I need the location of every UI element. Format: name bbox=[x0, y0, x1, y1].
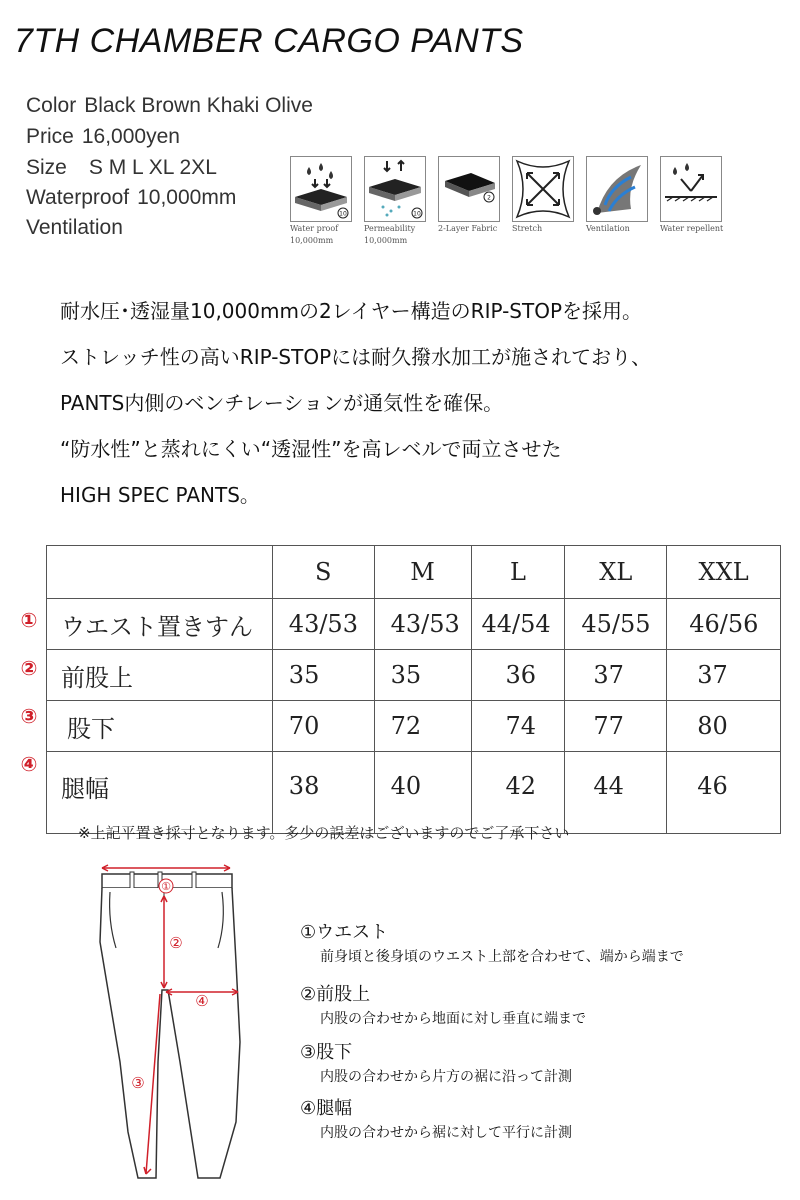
table-cell: 43/53 bbox=[272, 599, 374, 650]
table-cell: 44/54 bbox=[471, 599, 565, 650]
feature-permeability bbox=[364, 156, 426, 246]
row-label: 腿幅 bbox=[47, 752, 273, 834]
spec-value: 16,000yen bbox=[81, 125, 180, 148]
legend-text: 前身頃と後身頃のウエスト上部を合わせて、端から端まで bbox=[320, 949, 684, 965]
header-empty bbox=[47, 546, 273, 599]
size-column-header: XXL bbox=[667, 546, 781, 599]
size-column-header: S bbox=[272, 546, 374, 599]
table-row bbox=[47, 701, 781, 752]
table-cell: 40 bbox=[374, 752, 471, 834]
two-layer-fabric-icon bbox=[438, 156, 500, 222]
legend-thigh bbox=[300, 1094, 572, 1142]
feature-stretch bbox=[512, 156, 574, 234]
size-column-header: L bbox=[471, 546, 565, 599]
spec-key: Size bbox=[26, 156, 67, 179]
spec-ventilation bbox=[26, 216, 131, 240]
spec-key: Waterproof bbox=[26, 186, 130, 209]
legend-heading: ③股下 bbox=[300, 1042, 353, 1063]
spec-value: Black Brown Khaki Olive bbox=[84, 94, 313, 117]
feature-caption-sub: 10,000mm bbox=[290, 236, 334, 245]
feature-caption-sub: 10,000mm bbox=[364, 236, 408, 245]
table-cell: 80 bbox=[667, 701, 781, 752]
table-cell: 42 bbox=[471, 752, 565, 834]
row-marker: ① bbox=[20, 608, 38, 632]
waterproof-icon bbox=[290, 156, 352, 222]
description-line: ストレッチ性の高いRIP-STOPには耐久撥水加工が施されており、 bbox=[60, 345, 652, 369]
feature-caption: Water repellent bbox=[660, 224, 724, 233]
description-line: “防水性”と蒸れにくい“透湿性”を高レベルで両立させた bbox=[60, 437, 562, 461]
table-cell: 36 bbox=[471, 650, 565, 701]
table-cell: 37 bbox=[667, 650, 781, 701]
feature-ventilation bbox=[586, 156, 648, 234]
water-repellent-icon bbox=[660, 156, 722, 222]
legend-heading: ②前股上 bbox=[300, 984, 371, 1005]
description-line: PANTS内側のベンチレーションが通気性を確保。 bbox=[60, 391, 504, 415]
table-cell: 46 bbox=[667, 752, 781, 834]
feature-icons bbox=[290, 156, 730, 256]
product-description bbox=[60, 292, 780, 522]
table-cell: 77 bbox=[565, 701, 667, 752]
table-cell: 74 bbox=[471, 701, 565, 752]
table-cell: 38 bbox=[272, 752, 374, 834]
row-label: 股下 bbox=[47, 701, 273, 752]
spec-price bbox=[26, 125, 180, 149]
feature-caption: Ventilation bbox=[586, 224, 630, 233]
feature-badge: 10 bbox=[339, 210, 347, 218]
row-marker: ② bbox=[20, 656, 38, 680]
legend-inseam bbox=[300, 1038, 572, 1086]
row-marker: ③ bbox=[20, 704, 38, 728]
spec-value: 10,000mm bbox=[137, 186, 237, 209]
pants-outline-illustration bbox=[80, 862, 290, 1192]
feature-badge: 2 bbox=[487, 194, 491, 202]
feature-badge: 10 bbox=[413, 210, 421, 218]
spec-color bbox=[26, 94, 313, 118]
feature-caption: Permeability bbox=[364, 224, 416, 233]
spec-key: Color bbox=[26, 94, 77, 117]
row-marker: ④ bbox=[20, 752, 38, 776]
table-cell: 43/53 bbox=[374, 599, 471, 650]
description-line: HIGH SPEC PANTS。 bbox=[60, 483, 260, 507]
pants-diagram bbox=[80, 862, 290, 1192]
table-cell: 46/56 bbox=[667, 599, 781, 650]
legend-heading: ①ウエスト bbox=[300, 922, 389, 943]
legend-text: 内股の合わせから片方の裾に沿って計測 bbox=[320, 1069, 572, 1085]
size-table-header bbox=[47, 546, 781, 599]
legend-text: 内股の合わせから裾に対して平行に計測 bbox=[320, 1125, 572, 1141]
page-title: 7TH CHAMBER CARGO PANTS bbox=[14, 22, 524, 60]
feature-waterproof bbox=[290, 156, 352, 246]
description-line: 耐水圧･透湿量10,000mmの2レイヤー構造のRIP-STOPを採用。 bbox=[60, 299, 643, 323]
table-cell: 35 bbox=[374, 650, 471, 701]
diagram-label-3: ③ bbox=[131, 1074, 145, 1092]
table-row bbox=[47, 650, 781, 701]
table-cell: 44 bbox=[565, 752, 667, 834]
table-cell: 72 bbox=[374, 701, 471, 752]
size-column-header: XL bbox=[565, 546, 667, 599]
spec-key: Ventilation bbox=[26, 216, 123, 239]
legend-text: 内股の合わせから地面に対し垂直に端まで bbox=[320, 1011, 586, 1027]
row-label: ウエスト置きすん bbox=[47, 599, 273, 650]
row-label: 前股上 bbox=[47, 650, 273, 701]
ventilation-icon bbox=[586, 156, 648, 222]
table-cell: 70 bbox=[272, 701, 374, 752]
feature-caption: Water proof bbox=[290, 224, 339, 233]
measurement-note: ※上記平置き採寸となります。多少の誤差はございますのでご了承下さい bbox=[78, 824, 570, 842]
spec-size bbox=[26, 156, 217, 180]
stretch-icon bbox=[512, 156, 574, 222]
feature-caption: Stretch bbox=[512, 224, 543, 233]
legend-heading: ④腿幅 bbox=[300, 1098, 353, 1119]
spec-key: Price bbox=[26, 125, 74, 148]
spec-value: S M L XL 2XL bbox=[88, 156, 217, 179]
size-table bbox=[46, 545, 781, 834]
spec-waterproof bbox=[26, 186, 236, 210]
table-cell: 45/55 bbox=[565, 599, 667, 650]
table-row bbox=[47, 599, 781, 650]
legend-waist bbox=[300, 918, 684, 966]
diagram-label-1: ① bbox=[161, 880, 171, 893]
feature-water-repellent bbox=[660, 156, 722, 234]
diagram-label-2: ② bbox=[169, 934, 183, 952]
feature-caption: 2-Layer Fabric bbox=[438, 224, 498, 233]
feature-two-layer bbox=[438, 156, 500, 234]
size-column-header: M bbox=[374, 546, 471, 599]
legend-front-rise bbox=[300, 980, 586, 1028]
permeability-icon bbox=[364, 156, 426, 222]
table-cell: 35 bbox=[272, 650, 374, 701]
diagram-label-4: ④ bbox=[195, 992, 209, 1010]
table-cell: 37 bbox=[565, 650, 667, 701]
